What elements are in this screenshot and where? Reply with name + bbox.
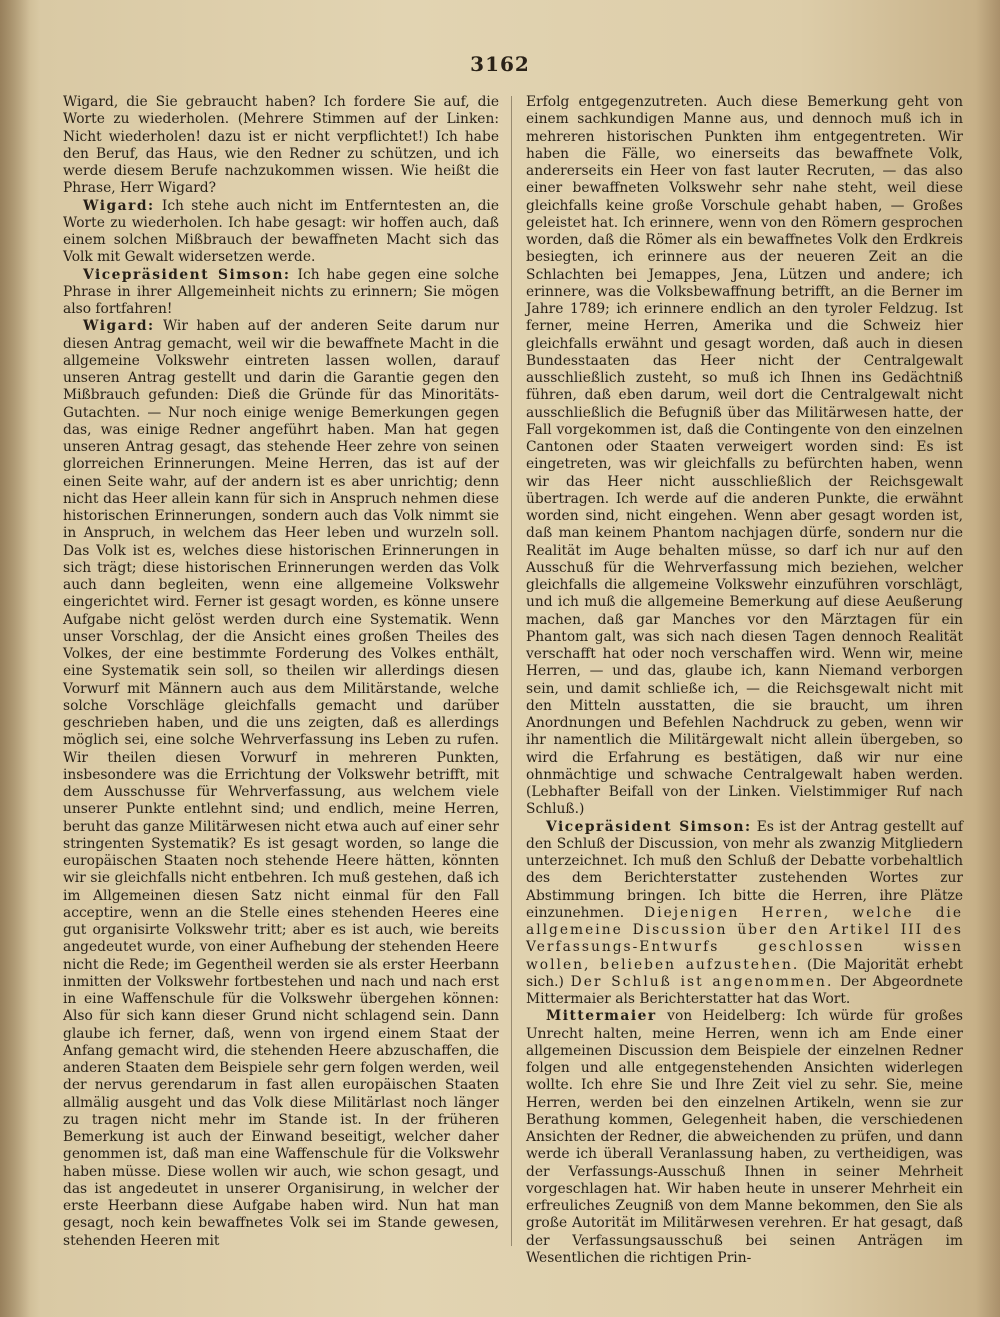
column-divider [511,96,512,1246]
paragraph [526,1008,963,1267]
speaker-name: Wigard: [83,318,155,335]
paragraph [526,94,963,819]
speaker-name: Vicepräsident Simson: [546,818,752,835]
right-column [526,94,963,1267]
spaced-text: Der Schluß ist angenommen. [570,973,834,990]
spaced-text: Diejenigen Herren, welche die allgemeine Discussion über den Artikel III des Verfassungs-Entwurfs geschlossen wissen wollen, belieben aufzustehen. [526,904,963,973]
paragraph-text: von Heidelberg: Ich würde für großes Unrecht halten, meine Herren, wenn ich am Ende einer allgemeinen Discussion dem Beispiele der einzelnen Redner folgen und alle entgegenstehenden Ansichten widerlegen wollte. Ich ehre Sie und Ihre Zeit viel zu sehr. Sie, meine Herren, werden bei den einzelnen Artikeln, wenn sie zur Berathung kommen, Gelegenheit haben, die verschiedenen Ansichten der Redner, die abweichenden zu prüfen, und dann werde ich überall Veranlassung haben, zu vertheidigen, was der Verfassungs-Ausschuß Ihnen in seiner Mehrheit vorgeschlagen hat. Wir haben heute in unserer Mehrheit ein erfreuliches Zeugniß von dem Manne bekommen, den Sie als große Autorität im Militärwesen verehren. Er hat gesagt, daß der Verfassungsausschuß bei seinen Anträgen im Wesentlichen die richtigen Prin- [526,1008,963,1266]
paragraph [526,819,963,1009]
paragraph-text: Erfolg entgegenzutreten. Auch diese Bemerkung geht von einem sachkundigen Manne aus, und dennoch muß ich in mehreren historischen Punkten ihm entgegentreten. Wir haben die Fälle, wo einerseits das bewaffnete Volk, andererseits ein Heer von fast lauter Recruten, — das also einer bewaffneten Volkswehr sehr nahe steht, weil diese gleichfalls keine große Vorschule gehabt haben, — Großes geleistet hat. Ich erinnere, wenn von den Römern gesprochen worden, daß die Römer als ein bewaffnetes Volk den Erdkreis besiegten, ich erinnere aus der neueren Zeit an die Schlachten bei Jemappes, Jena, Lützen und andere; ich erinnere, was die Volksbewaffnung betrifft, an die Berner im Jahre 1789; ich erinnere endlich an den tyroler Feldzug. Ist ferner, meine Herren, Amerika und die Schweiz hier gleichfalls erwähnt und gesagt worden, daß auch in diesen Bundesstaaten das Heer nicht der Centralgewalt ausschließlich zusteht, so muß ich Ihnen ins Gedächtniß führen, daß eben darum, weil dort die Centralgewalt nicht ausschließlich die Befugniß über das Militärwesen hatte, der Fall vorgekommen ist, daß die Contingente von den einzelnen Cantonen oder Staaten verweigert worden sind: Es ist eingetreten, was wir gleichfalls zu befürchten haben, wenn wir das Heer nicht ausschließlich der Reichsgewalt übertragen. Ich werde auf die anderen Punkte, die erwähnt worden sind, nicht eingehen. Wenn aber gesagt worden ist, daß man keinem Phantom nachjagen dürfe, sondern nur die Realität im Auge behalten müsse, so darf ich nur auf den Ausschuß für die Wehrverfassung mich beziehen, welcher gleichfalls die allgemeine Volkswehr einzuführen vorschlägt, und ich muß die allgemeine Bemerkung auf diese Aeußerung machen, daß gar Manches vor den Märztagen für ein Phantom galt, was sich nach diesen Tagen dennoch Realität verschafft hat oder noch verschaffen wird. Wenn wir, meine Herren, — und das, glaube ich, kann Niemand verborgen sein, und damit schließe ich, — die Reichsgewalt nicht mit den Mitteln ausstatten, die sie braucht, um ihren Anordnungen und Befehlen Nachdruck zu geben, wenn wir ihr namentlich die Militärgewalt nicht allein übergeben, so wird die Erfahrung es bestätigen, daß wir nur eine ohnmächtige und schwache Centralgewalt haben werden. (Lebhafter Beifall von der Linken. Vielstimmiger Ruf nach Schluß.) [526,94,963,818]
paragraph-text: Es ist der Antrag gestellt auf den Schluß der Discussion, von mehr als zwanzig Mitgliedern unterzeichnet. Ich muß den Schluß der Debatte vorbehaltlich des dem Berichterstatter zustehenden Wortes zur Abstimmung bringen. Ich bitte die Herren, ihre Plätze einzunehmen. [526,818,963,921]
page-number: 3162 [470,52,530,76]
speaker-name: Mittermaier [546,1008,657,1025]
page-binding-shadow [0,0,30,1317]
paragraph-text: Ich stehe auch nicht im Entferntesten an, die Worte zu wiederholen. Ich habe gesagt: wir hoffen auch, daß einem solchen Mißbrauch der bewaffneten Macht sich das Volk mit Gewalt widersetzen werde. [63,197,499,266]
paragraph [63,198,499,267]
paragraph-text: Wir haben auf der anderen Seite darum nur diesen Antrag gemacht, weil wir die bewaffnete Macht in die allgemeine Volkswehr eintreten lassen wollen, darauf unseren Antrag gestellt und darin die Garantie gegen den Mißbrauch gefunden: Dieß die Gründe für das Minoritäts-Gutachten. — Nur noch einige wenige Bemerkungen gegen das, was einige Redner angeführt haben. Man hat gegen unseren Antrag gesagt, das stehende Heer zehre von seinen glorreichen Erinnerungen. Meine Herren, das ist auf der einen Seite wahr, auf der andern ist es aber unrichtig; denn nicht das Heer allein kann für sich in Anspruch nehmen diese historischen Erinnerungen, sondern auch das Volk nimmt sie in Anspruch, in welchem das Heer leben und wurzeln soll. Das Volk ist es, welches diese historischen Erinnerungen in sich trägt; diese historischen Erinnerungen werden das Volk auch dann begleiten, wenn eine allgemeine Volkswehr eingerichtet wird. Ferner ist gesagt worden, es könne unsere Aufgabe nicht gelöst werden durch eine Systematik. Wenn unser Vorschlag, der die Ansicht eines großen Theiles des Volkes, der eine bestimmte Forderung des Volkes enthält, eine Systematik sein soll, so theilen wir allerdings diesen Vorwurf mit Männern auch aus dem Militärstande, welche solche Vorschläge gleichfalls gemacht und darüber geschrieben haben, und die uns zeigten, daß es allerdings möglich sei, eine solche Wehrverfassung ins Leben zu rufen. Wir theilen diesen Vorwurf in mehreren Punkten, insbesondere was die Errichtung der Volkswehr betrifft, mit dem Ausschusse für Wehrverfassung, aus welchem viele unserer Punkte entlehnt sind; und endlich, meine Herren, beruht das ganze Militärwesen nicht etwa auch auf einer sehr stringenten Systematik? Es ist gesagt worden, so lange die europäischen Staaten noch stehende Heere hätten, könnten wir sie gleichfalls nicht entbehren. Ich muß gestehen, daß ich im Allgemeinen diesen Satz nicht einmal für den Fall acceptire, wenn an die Stelle eines stehenden Heeres eine gut organisirte Volkswehr tritt; aber es ist auch, wie bereits angedeutet wurde, von einer Aufhebung der stehenden Heere nicht die Rede; im Gegentheil werden sie als erster Heerbann inmitten der Volkswehr fortbestehen und nach und nach erst in eine Waffenschule für die Volkswehr übergehen können: Also für sich kann dieser Grund nicht schlagend sein. Dann glaube ich ferner, daß, wenn von irgend einem Staat der Anfang gemacht wird, die stehenden Heere abzuschaffen, die anderen Staaten dem Beispiele sehr gern folgen werden, weil der nervus gerendarum in fast allen europäischen Staaten allmälig ausgeht und das Volk diese Militärlast noch länger zu tragen nicht mehr im Stande ist. In der früheren Bemerkung ist auch der Einwand beseitigt, welcher daher genommen ist, daß man eine Waffenschule für die Volkswehr haben müsse. Diese wollen wir auch, wie schon gesagt, und das ist angedeutet in unserer Organisirung, in welcher der erste Heerbann diese Aufgabe haben wird. Nun hat man gesagt, noch kein bewaffnetes Volk sei im Stande gewesen, stehenden Heeren mit [63,318,499,1249]
paragraph [63,94,499,198]
paragraph-text: Wigard, die Sie gebraucht haben? Ich fordere Sie auf, die Worte zu wiederholen. (Mehrere Stimmen auf der Linken: Nicht wiederholen! dazu ist er nicht verpflichtet!) Ich habe den Beruf, das Haus, wie den Redner zu schützen, und ich werde diesem Berufe nachzukommen wissen. Wie heißt die Phrase, Herr Wigard? [63,94,499,197]
paragraph [63,318,499,1250]
paragraph [63,267,499,319]
speaker-name: Wigard: [83,197,155,214]
speaker-name: Vicepräsident Simson: [83,266,291,283]
paragraph-text: Der Abgeordnete Mittermaier als Berichterstatter hat das Wort. [526,973,963,1007]
paragraph-text: Ich habe gegen eine solche Phrase in ihrer Allgemeinheit nichts zu erinnern; Sie mögen also fortfahren! [63,266,499,317]
paragraph-text: (Die Majorität erhebt sich.) [526,956,963,990]
page-edge-shadow [976,0,1000,1317]
left-column [63,94,499,1250]
